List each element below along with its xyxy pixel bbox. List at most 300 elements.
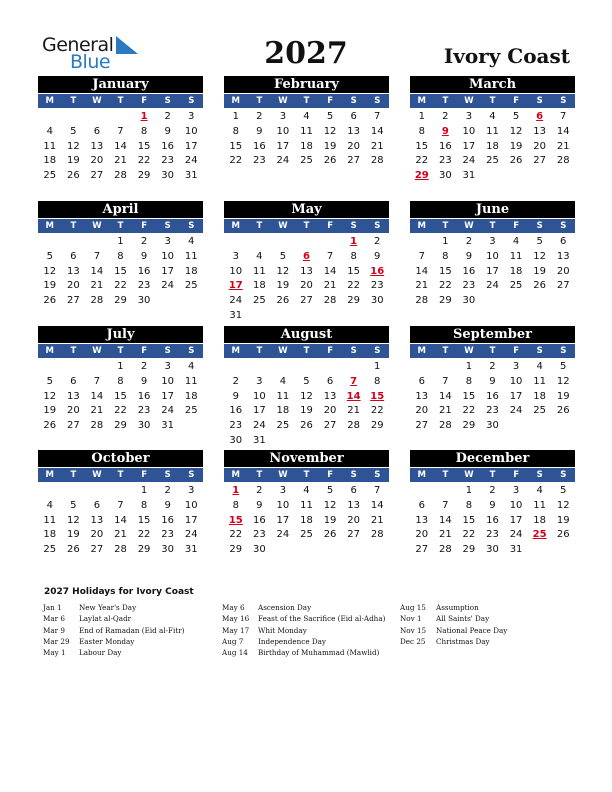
- day-cell: 7: [93, 250, 101, 262]
- day-cell: 2: [256, 111, 263, 122]
- logo-text-blue: Blue: [70, 51, 111, 73]
- holiday-day-cell: 15: [370, 390, 385, 402]
- day-cell: 5: [70, 499, 77, 511]
- day-cell: 14: [370, 499, 384, 511]
- weekday-label: T: [256, 346, 263, 356]
- day-cell: 18: [533, 514, 546, 526]
- day-cell: 22: [229, 529, 243, 541]
- day-grid: [224, 110, 389, 169]
- day-cell: 24: [161, 280, 174, 292]
- day-cell: 14: [415, 265, 429, 277]
- day-cell: 3: [465, 111, 473, 122]
- day-cell: 11: [300, 499, 313, 511]
- month-title: October: [38, 450, 203, 467]
- day-cell: 18: [43, 529, 57, 541]
- day-cell: 16: [438, 140, 452, 152]
- day-cell: 26: [300, 420, 313, 432]
- day-cell: 12: [556, 375, 570, 387]
- weekday-header: [38, 219, 203, 233]
- day-cell: 24: [486, 280, 499, 292]
- holiday-date: Nov 1: [400, 614, 422, 624]
- day-cell: 10: [229, 265, 243, 277]
- day-cell: 26: [533, 280, 546, 292]
- day-cell: 9: [140, 250, 148, 262]
- holiday-name: Laylat al-Qadr: [79, 614, 132, 624]
- empty-cell: [318, 360, 342, 375]
- weekday-header: [410, 94, 575, 108]
- day-cell: 29: [370, 420, 384, 432]
- day-cell: 31: [462, 170, 476, 182]
- day-cell: 10: [462, 125, 476, 137]
- day-cell: 20: [66, 280, 80, 292]
- day-cell: 14: [556, 125, 570, 137]
- day-cell: 30: [486, 544, 499, 556]
- day-cell: 27: [347, 155, 360, 167]
- day-cell: 15: [438, 265, 452, 277]
- day-cell: 26: [323, 529, 337, 541]
- weekday-label: S: [560, 96, 567, 106]
- day-cell: 16: [252, 514, 266, 526]
- day-cell: 21: [347, 405, 360, 417]
- weekday-label: W: [278, 221, 288, 231]
- month-title: January: [38, 76, 203, 93]
- holiday-entry: [43, 602, 184, 613]
- holiday-day-cell: 15: [228, 514, 243, 526]
- day-cell: 1: [418, 111, 425, 122]
- day-cell: 4: [303, 485, 310, 496]
- day-cell: 26: [66, 544, 80, 556]
- day-cell: 3: [164, 361, 171, 372]
- day-cell: 17: [161, 390, 174, 402]
- day-cell: 21: [438, 405, 452, 417]
- day-cell: 24: [509, 529, 523, 541]
- day-cell: 21: [370, 514, 384, 526]
- weekday-label: S: [536, 221, 543, 231]
- day-cell: 26: [323, 155, 337, 167]
- day-cell: 19: [323, 514, 337, 526]
- day-cell: 4: [512, 236, 520, 247]
- day-cell: 12: [556, 499, 570, 511]
- holiday-date: Mar 6: [43, 614, 65, 624]
- empty-cell: [342, 360, 366, 375]
- weekday-label: S: [374, 470, 381, 480]
- day-cell: 24: [462, 155, 476, 167]
- day-cell: 20: [533, 140, 546, 152]
- day-cell: 6: [350, 485, 357, 496]
- day-cell: 1: [117, 236, 124, 247]
- day-cell: 12: [43, 265, 57, 277]
- weekday-label: W: [92, 221, 102, 231]
- day-cell: 17: [276, 514, 290, 526]
- day-cell: 27: [347, 529, 360, 541]
- weekday-label: T: [489, 470, 496, 480]
- day-cell: 14: [90, 390, 104, 402]
- day-cell: 31: [184, 544, 198, 556]
- weekday-label: F: [327, 470, 333, 480]
- weekday-label: M: [45, 346, 55, 356]
- weekday-label: S: [374, 221, 381, 231]
- day-cell: 9: [489, 375, 496, 387]
- empty-cell: [295, 360, 319, 375]
- day-cell: 19: [323, 140, 337, 152]
- day-cell: 26: [43, 420, 57, 432]
- day-cell: 1: [374, 361, 381, 372]
- weekday-label: S: [188, 96, 195, 106]
- day-cell: 7: [374, 485, 381, 496]
- empty-cell: [109, 484, 133, 499]
- day-cell: 25: [533, 405, 546, 417]
- day-cell: 23: [137, 280, 151, 292]
- day-cell: 10: [509, 499, 523, 511]
- day-cell: 22: [137, 529, 151, 541]
- day-cell: 28: [323, 295, 337, 307]
- empty-cell: [434, 360, 458, 375]
- holiday-date: Mar 9: [43, 625, 65, 635]
- month-title: February: [224, 76, 389, 93]
- day-cell: 9: [164, 125, 171, 137]
- weekday-label: S: [536, 96, 543, 106]
- weekday-label: T: [442, 346, 449, 356]
- day-cell: 11: [300, 125, 313, 137]
- day-cell: 13: [556, 250, 570, 262]
- day-cell: 1: [442, 236, 449, 247]
- day-cell: 22: [438, 280, 452, 292]
- empty-cell: [38, 235, 62, 250]
- day-cell: 19: [556, 390, 570, 402]
- empty-cell: [248, 235, 272, 250]
- weekday-label: S: [350, 346, 357, 356]
- day-grid: [410, 360, 575, 434]
- day-cell: 21: [90, 405, 104, 417]
- weekday-label: T: [442, 470, 449, 480]
- day-cell: 23: [137, 405, 151, 417]
- day-cell: 21: [114, 155, 127, 167]
- holiday-day-cell: 16: [370, 265, 385, 277]
- day-cell: 10: [161, 250, 174, 262]
- day-cell: 27: [90, 544, 104, 556]
- empty-cell: [38, 360, 62, 375]
- day-cell: 30: [370, 295, 384, 307]
- day-cell: 26: [43, 295, 57, 307]
- empty-cell: [318, 235, 342, 250]
- day-cell: 26: [66, 170, 80, 182]
- day-cell: 12: [300, 390, 313, 402]
- weekday-label: M: [231, 470, 241, 480]
- day-cell: 6: [418, 375, 425, 387]
- day-cell: 7: [560, 111, 567, 122]
- day-grid: [38, 110, 203, 184]
- day-cell: 18: [43, 155, 57, 167]
- day-cell: 6: [93, 125, 101, 137]
- day-cell: 28: [114, 170, 127, 182]
- holiday-name: Ascension Day: [258, 603, 312, 612]
- day-cell: 3: [512, 361, 520, 372]
- empty-cell: [85, 360, 109, 375]
- day-cell: 5: [303, 375, 310, 387]
- day-cell: 28: [438, 544, 452, 556]
- day-cell: 22: [462, 405, 476, 417]
- holiday-name: End of Ramadan (Eid al-Fitr): [79, 625, 185, 635]
- day-cell: 28: [438, 420, 452, 432]
- holiday-day-cell: 29: [414, 170, 429, 182]
- day-grid: [38, 484, 203, 558]
- month-june: [410, 201, 575, 309]
- weekday-label: F: [141, 221, 147, 231]
- day-cell: 7: [442, 499, 449, 511]
- empty-cell: [62, 360, 86, 375]
- day-cell: 16: [486, 390, 499, 402]
- day-cell: 3: [232, 250, 239, 262]
- holiday-date: Nov 15: [400, 625, 427, 635]
- day-cell: 22: [462, 529, 476, 541]
- day-cell: 13: [533, 125, 546, 137]
- day-cell: 16: [137, 390, 151, 402]
- day-cell: 6: [350, 111, 357, 122]
- day-cell: 2: [489, 361, 496, 372]
- day-cell: 28: [90, 420, 104, 432]
- day-cell: 22: [137, 155, 151, 167]
- weekday-label: T: [70, 346, 77, 356]
- day-cell: 8: [418, 125, 425, 137]
- day-cell: 8: [232, 499, 239, 511]
- day-cell: 12: [323, 125, 337, 137]
- day-cell: 28: [90, 295, 104, 307]
- month-title: December: [410, 450, 575, 467]
- day-cell: 13: [300, 265, 313, 277]
- month-february: [224, 76, 389, 169]
- day-cell: 8: [442, 250, 449, 262]
- holiday-name: Easter Monday: [79, 636, 135, 646]
- weekday-label: T: [117, 221, 124, 231]
- day-cell: 1: [465, 361, 473, 372]
- day-cell: 17: [184, 514, 198, 526]
- day-cell: 16: [252, 140, 266, 152]
- day-cell: 7: [442, 375, 449, 387]
- day-cell: 20: [347, 514, 360, 526]
- day-cell: 15: [137, 514, 151, 526]
- weekday-label: S: [560, 470, 567, 480]
- day-grid: [410, 235, 575, 309]
- day-cell: 2: [465, 236, 473, 247]
- day-cell: 24: [252, 420, 266, 432]
- day-cell: 23: [252, 529, 266, 541]
- holiday-entry: [222, 636, 385, 647]
- month-title: March: [410, 76, 575, 93]
- day-cell: 18: [252, 280, 266, 292]
- day-cell: 8: [117, 375, 124, 387]
- holiday-entry: [222, 625, 385, 636]
- weekday-label: T: [489, 221, 496, 231]
- weekday-label: M: [231, 346, 241, 356]
- holiday-entry: [43, 613, 184, 624]
- day-cell: 28: [347, 420, 360, 432]
- day-cell: 25: [509, 280, 523, 292]
- day-cell: 16: [229, 405, 243, 417]
- day-cell: 2: [489, 485, 496, 496]
- day-cell: 2: [374, 236, 381, 247]
- empty-cell: [38, 484, 62, 499]
- day-cell: 27: [556, 280, 570, 292]
- empty-cell: [271, 360, 295, 375]
- day-grid: [410, 110, 575, 184]
- weekday-label: M: [231, 96, 241, 106]
- day-cell: 8: [350, 250, 357, 262]
- empty-cell: [85, 235, 109, 250]
- day-cell: 8: [232, 125, 239, 137]
- empty-cell: [62, 235, 86, 250]
- day-cell: 20: [90, 529, 104, 541]
- weekday-label: T: [303, 470, 310, 480]
- day-cell: 30: [252, 544, 266, 556]
- day-cell: 21: [438, 529, 452, 541]
- empty-cell: [224, 235, 248, 250]
- weekday-label: T: [256, 96, 263, 106]
- weekday-label: S: [560, 221, 567, 231]
- day-cell: 29: [137, 170, 151, 182]
- holiday-day-cell: 6: [303, 250, 310, 262]
- weekday-label: T: [70, 96, 77, 106]
- weekday-label: S: [164, 221, 171, 231]
- day-cell: 13: [323, 390, 337, 402]
- day-cell: 29: [114, 295, 127, 307]
- day-cell: 22: [229, 155, 243, 167]
- day-cell: 18: [276, 405, 290, 417]
- day-cell: 22: [415, 155, 429, 167]
- day-cell: 20: [66, 405, 80, 417]
- day-cell: 1: [232, 111, 239, 122]
- holiday-entry: [400, 613, 507, 624]
- day-cell: 10: [252, 390, 266, 402]
- empty-cell: [85, 484, 109, 499]
- day-cell: 19: [66, 529, 80, 541]
- day-cell: 15: [347, 265, 360, 277]
- holiday-entry: [43, 625, 184, 636]
- month-august: [224, 326, 389, 449]
- holiday-column: [222, 602, 385, 658]
- day-cell: 16: [137, 265, 151, 277]
- day-cell: 7: [418, 250, 425, 262]
- month-title: August: [224, 326, 389, 343]
- day-cell: 30: [161, 544, 174, 556]
- day-cell: 10: [509, 375, 523, 387]
- day-cell: 3: [164, 236, 171, 247]
- logo-text-general: General: [42, 34, 114, 56]
- empty-cell: [410, 360, 434, 375]
- day-cell: 5: [512, 111, 520, 122]
- day-cell: 13: [415, 514, 429, 526]
- holiday-day-cell: 1: [232, 485, 240, 496]
- day-cell: 5: [279, 250, 287, 262]
- weekday-label: S: [536, 346, 543, 356]
- day-cell: 4: [536, 485, 543, 496]
- day-cell: 12: [43, 390, 57, 402]
- day-cell: 20: [556, 265, 570, 277]
- day-cell: 11: [486, 125, 499, 137]
- holiday-date: Dec 25: [400, 636, 426, 646]
- day-cell: 6: [326, 375, 334, 387]
- day-cell: 28: [370, 529, 384, 541]
- day-cell: 4: [188, 236, 195, 247]
- day-cell: 18: [184, 265, 198, 277]
- day-cell: 23: [252, 155, 266, 167]
- day-cell: 23: [462, 280, 476, 292]
- day-cell: 4: [46, 499, 53, 511]
- day-cell: 13: [415, 390, 429, 402]
- day-cell: 29: [137, 544, 151, 556]
- holiday-day-cell: 1: [350, 236, 358, 247]
- day-cell: 18: [509, 265, 523, 277]
- weekday-label: T: [489, 96, 496, 106]
- month-january: [38, 76, 203, 184]
- day-cell: 7: [326, 250, 334, 262]
- day-cell: 31: [509, 544, 523, 556]
- weekday-header: [224, 219, 389, 233]
- day-grid: [38, 360, 203, 434]
- day-cell: 9: [256, 499, 263, 511]
- day-cell: 7: [93, 375, 101, 387]
- day-cell: 29: [229, 544, 243, 556]
- day-cell: 14: [438, 390, 452, 402]
- weekday-label: M: [417, 346, 427, 356]
- day-cell: 15: [462, 514, 476, 526]
- day-cell: 15: [229, 140, 243, 152]
- holiday-name: Feast of the Sacrifice (Eid al-Adha): [258, 614, 386, 624]
- day-cell: 19: [43, 280, 57, 292]
- holiday-day-cell: 14: [346, 390, 361, 402]
- day-cell: 17: [509, 514, 523, 526]
- day-cell: 17: [184, 140, 198, 152]
- day-cell: 19: [509, 140, 523, 152]
- holiday-entry: [43, 647, 184, 658]
- day-cell: 12: [66, 514, 80, 526]
- day-cell: 14: [90, 265, 104, 277]
- day-cell: 11: [509, 250, 523, 262]
- day-cell: 11: [43, 140, 57, 152]
- day-cell: 22: [114, 280, 127, 292]
- day-cell: 23: [486, 529, 499, 541]
- weekday-label: S: [188, 346, 195, 356]
- day-cell: 20: [323, 405, 337, 417]
- day-cell: 14: [114, 514, 127, 526]
- day-cell: 30: [137, 420, 151, 432]
- weekday-header: [224, 94, 389, 108]
- day-cell: 5: [560, 361, 567, 372]
- day-cell: 2: [442, 111, 449, 122]
- day-cell: 3: [188, 111, 195, 122]
- day-cell: 23: [486, 405, 499, 417]
- day-cell: 31: [229, 309, 243, 321]
- holiday-date: May 16: [222, 614, 250, 624]
- holiday-day-cell: 25: [532, 529, 547, 541]
- day-cell: 24: [184, 155, 198, 167]
- weekday-label: F: [327, 346, 333, 356]
- day-cell: 23: [370, 280, 384, 292]
- day-cell: 7: [117, 125, 124, 137]
- day-cell: 29: [462, 544, 476, 556]
- day-cell: 17: [462, 140, 476, 152]
- day-cell: 19: [300, 405, 313, 417]
- holiday-entry: [222, 602, 385, 613]
- day-cell: 24: [509, 405, 523, 417]
- empty-cell: [271, 235, 295, 250]
- day-cell: 14: [370, 125, 384, 137]
- day-cell: 21: [556, 140, 570, 152]
- day-cell: 13: [347, 125, 360, 137]
- weekday-label: F: [327, 221, 333, 231]
- day-cell: 6: [93, 499, 101, 511]
- weekday-label: T: [489, 346, 496, 356]
- day-cell: 18: [184, 390, 198, 402]
